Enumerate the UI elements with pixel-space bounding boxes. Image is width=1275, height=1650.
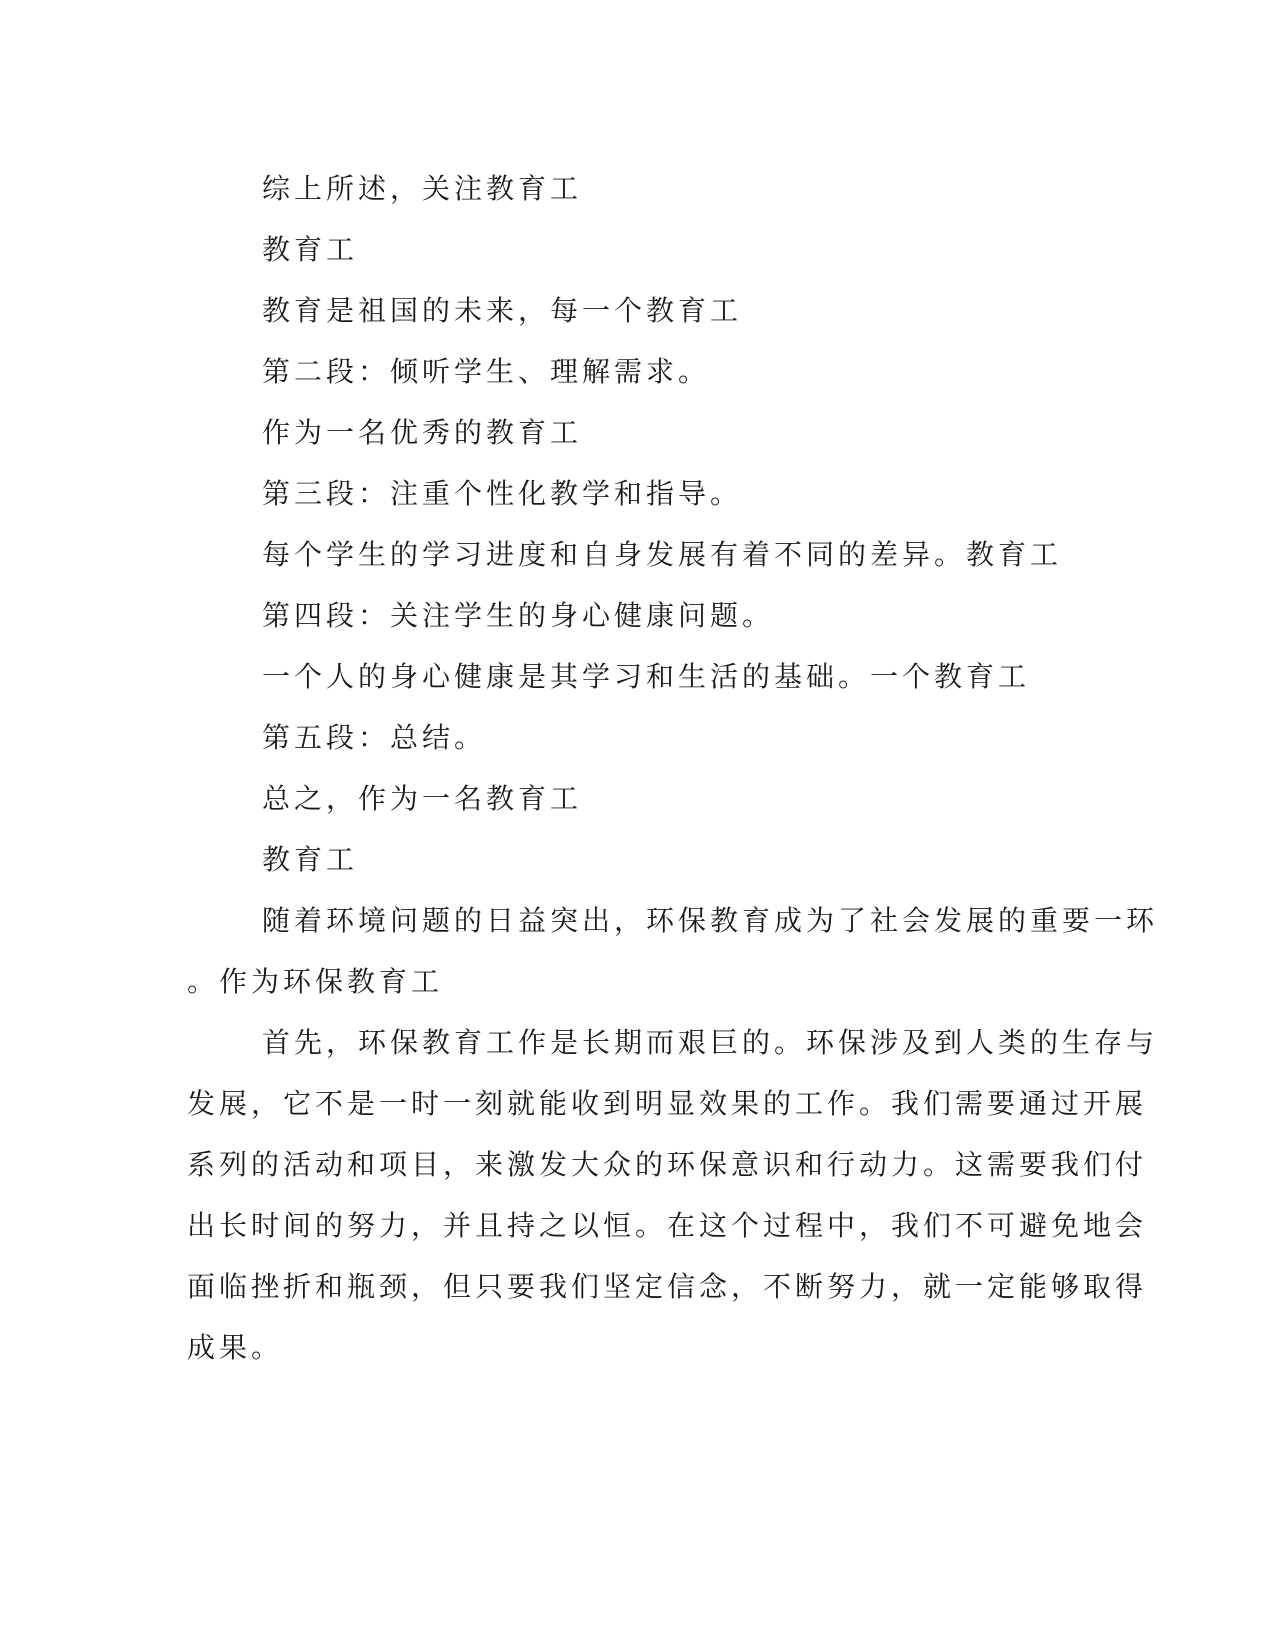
section-heading: 第三段：注重个性化教学和指导。 [262, 477, 743, 510]
section-heading: 第四段：关注学生的身心健康问题。 [262, 599, 775, 632]
text-line: 系列的活动和项目，来激发大众的环保意识和行动力。这需要我们付 [187, 1148, 1148, 1181]
text-line: 面临挫折和瓶颈，但只要我们坚定信念，不断努力，就一定能够取得 [187, 1270, 1148, 1303]
section-heading: 第五段：总结。 [262, 721, 487, 754]
text-line: 首先，环保教育工作是长期而艰巨的。环保涉及到人类的生存与 [262, 1026, 1159, 1059]
text-line: 成果。 [187, 1331, 284, 1364]
text-line: 综上所述，关注教育工 [262, 172, 583, 205]
text-line: 。作为环保教育工 [187, 965, 444, 998]
text-line: 一个人的身心健康是其学习和生活的基础。一个教育工 [262, 660, 1031, 693]
text-line: 随着环境问题的日益突出，环保教育成为了社会发展的重要一环 [262, 904, 1159, 937]
text-line: 每个学生的学习进度和自身发展有着不同的差异。教育工 [262, 538, 1063, 571]
text-line: 作为一名优秀的教育工 [262, 416, 583, 449]
text-line: 总之，作为一名教育工 [262, 782, 583, 815]
section-heading: 第二段：倾听学生、理解需求。 [262, 355, 711, 388]
text-line: 教育工 [262, 843, 359, 876]
text-line: 出长时间的努力，并且持之以恒。在这个过程中，我们不可避免地会 [187, 1209, 1148, 1242]
text-line: 教育是祖国的未来，每一个教育工 [262, 294, 743, 327]
text-line: 发展，它不是一时一刻就能收到明显效果的工作。我们需要通过开展 [187, 1087, 1148, 1120]
text-line: 教育工 [262, 233, 359, 266]
document-body [187, 158, 1159, 1378]
